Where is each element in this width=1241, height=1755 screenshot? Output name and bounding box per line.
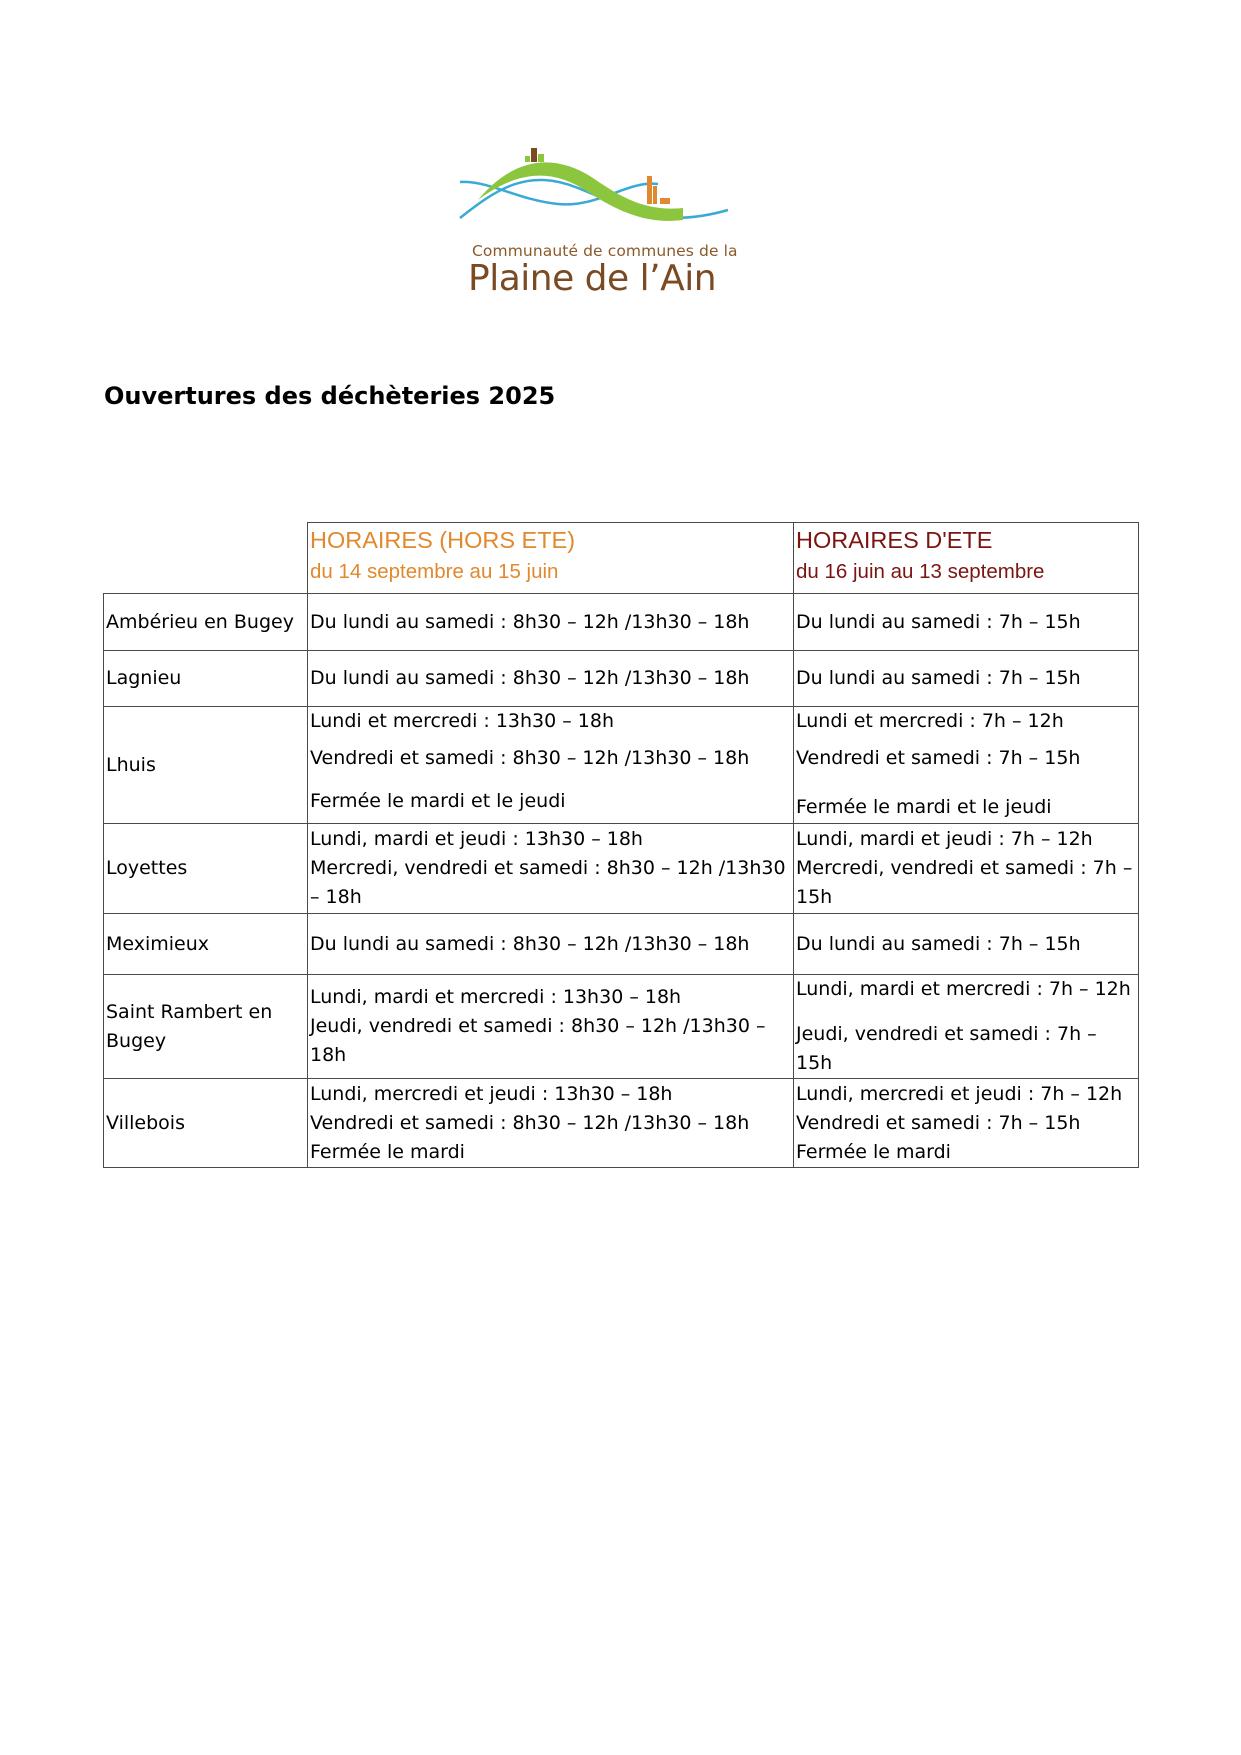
site-cell <box>104 707 308 824</box>
site-name: Villebois <box>106 1111 185 1134</box>
hors-ete-cell <box>308 914 794 975</box>
header-hors-ete-subtitle: du 14 septembre au 15 juin <box>310 560 559 583</box>
hours-line: Fermée le mardi et le jeudi <box>310 790 566 812</box>
hours-line: Lundi et mercredi : 13h30 – 18h <box>310 710 615 732</box>
ete-cell <box>794 824 1139 914</box>
table-row <box>104 824 1139 914</box>
hors-ete-cell <box>308 1079 794 1168</box>
hours-line: Lundi, mardi et jeudi : 7h – 12h <box>796 828 1093 850</box>
site-cell <box>104 651 308 707</box>
header-ete-subtitle: du 16 juin au 13 septembre <box>796 560 1045 583</box>
hours-line: Du lundi au samedi : 8h30 – 12h /13h30 – 18h <box>310 667 750 689</box>
hours-line: – 18h <box>310 886 362 908</box>
hours-line: 18h <box>310 1044 347 1066</box>
site-cell <box>104 824 308 914</box>
logo-subtitle: Communauté de communes de la <box>472 242 738 260</box>
table-row <box>104 975 1139 1079</box>
hours-line: Fermée le mardi <box>796 1140 951 1163</box>
ete-cell <box>794 975 1139 1079</box>
header-hors-ete-title: HORAIRES (HORS ETE) <box>310 527 576 553</box>
site-name: Lhuis <box>106 753 156 776</box>
hours-line: Lundi, mardi et mercredi : 7h – 12h <box>796 978 1131 1000</box>
hours-line: Lundi, mardi et jeudi : 13h30 – 18h <box>310 828 643 850</box>
logo-hills-icon <box>458 140 738 250</box>
table-row <box>104 707 1139 824</box>
site-name: Saint Rambert en <box>106 1000 273 1023</box>
hors-ete-cell <box>308 975 794 1079</box>
ete-cell <box>794 594 1139 651</box>
hours-line: Du lundi au samedi : 7h – 15h <box>796 610 1081 633</box>
logo <box>458 140 738 310</box>
header-ete <box>794 523 1139 594</box>
hours-line: Lundi et mercredi : 7h – 12h <box>796 710 1064 732</box>
site-name: Bugey <box>106 1029 167 1052</box>
site-cell <box>104 914 308 975</box>
hors-ete-cell <box>308 707 794 824</box>
schedule-table <box>103 522 1139 1168</box>
hours-line: Jeudi, vendredi et samedi : 7h – 15h <box>796 1023 1097 1074</box>
ete-cell <box>794 1079 1139 1168</box>
table-row <box>104 914 1139 975</box>
table-row <box>104 1079 1139 1168</box>
ete-cell <box>794 651 1139 707</box>
site-cell <box>104 594 308 651</box>
site-name: Meximieux <box>106 932 210 955</box>
site-cell <box>104 1079 308 1168</box>
table-header-row <box>104 523 1139 594</box>
ete-cell <box>794 707 1139 824</box>
hors-ete-cell <box>308 651 794 707</box>
table-row <box>104 651 1139 707</box>
hours-line: Vendredi et samedi : 8h30 – 12h /13h30 – 18h <box>310 1111 750 1134</box>
header-hors-ete <box>308 523 794 594</box>
ete-cell <box>794 914 1139 975</box>
hours-line: Vendredi et samedi : 7h – 15h <box>796 747 1081 769</box>
hours-line: Jeudi, vendredi et samedi : 8h30 – 12h /13h30 – <box>310 1015 766 1037</box>
hours-line: Du lundi au samedi : 7h – 15h <box>796 667 1081 689</box>
header-ete-title: HORAIRES D'ETE <box>796 527 993 553</box>
hors-ete-cell <box>308 824 794 914</box>
site-name: Loyettes <box>106 857 188 879</box>
hours-line: Du lundi au samedi : 8h30 – 12h /13h30 – 18h <box>310 610 750 633</box>
page-title: Ouvertures des déchèteries 2025 <box>104 382 556 410</box>
site-name: Lagnieu <box>106 667 182 689</box>
hors-ete-cell <box>308 594 794 651</box>
site-name: Ambérieu en Bugey <box>106 610 294 633</box>
hours-line: Lundi, mercredi et jeudi : 7h – 12h <box>796 1082 1123 1105</box>
hours-line: Mercredi, vendredi et samedi : 8h30 – 12h /13h30 <box>310 857 786 879</box>
hours-line: Fermée le mardi <box>310 1140 465 1163</box>
hours-line: Vendredi et samedi : 7h – 15h <box>796 1111 1081 1134</box>
hours-line: Fermée le mardi et le jeudi <box>796 796 1052 818</box>
hours-line: Du lundi au samedi : 8h30 – 12h /13h30 – 18h <box>310 932 750 955</box>
table-row <box>104 594 1139 651</box>
hours-line: Du lundi au samedi : 7h – 15h <box>796 932 1081 955</box>
hours-line: Mercredi, vendredi et samedi : 7h – <box>796 857 1133 879</box>
hours-line: Lundi, mercredi et jeudi : 13h30 – 18h <box>310 1082 673 1105</box>
site-cell <box>104 975 308 1079</box>
logo-name: Plaine de l’Ain <box>468 258 717 299</box>
hours-line: Lundi, mardi et mercredi : 13h30 – 18h <box>310 986 682 1008</box>
header-empty-cell <box>104 523 308 594</box>
hours-line: 15h <box>796 886 833 908</box>
hours-line: Vendredi et samedi : 8h30 – 12h /13h30 – 18h <box>310 747 750 769</box>
